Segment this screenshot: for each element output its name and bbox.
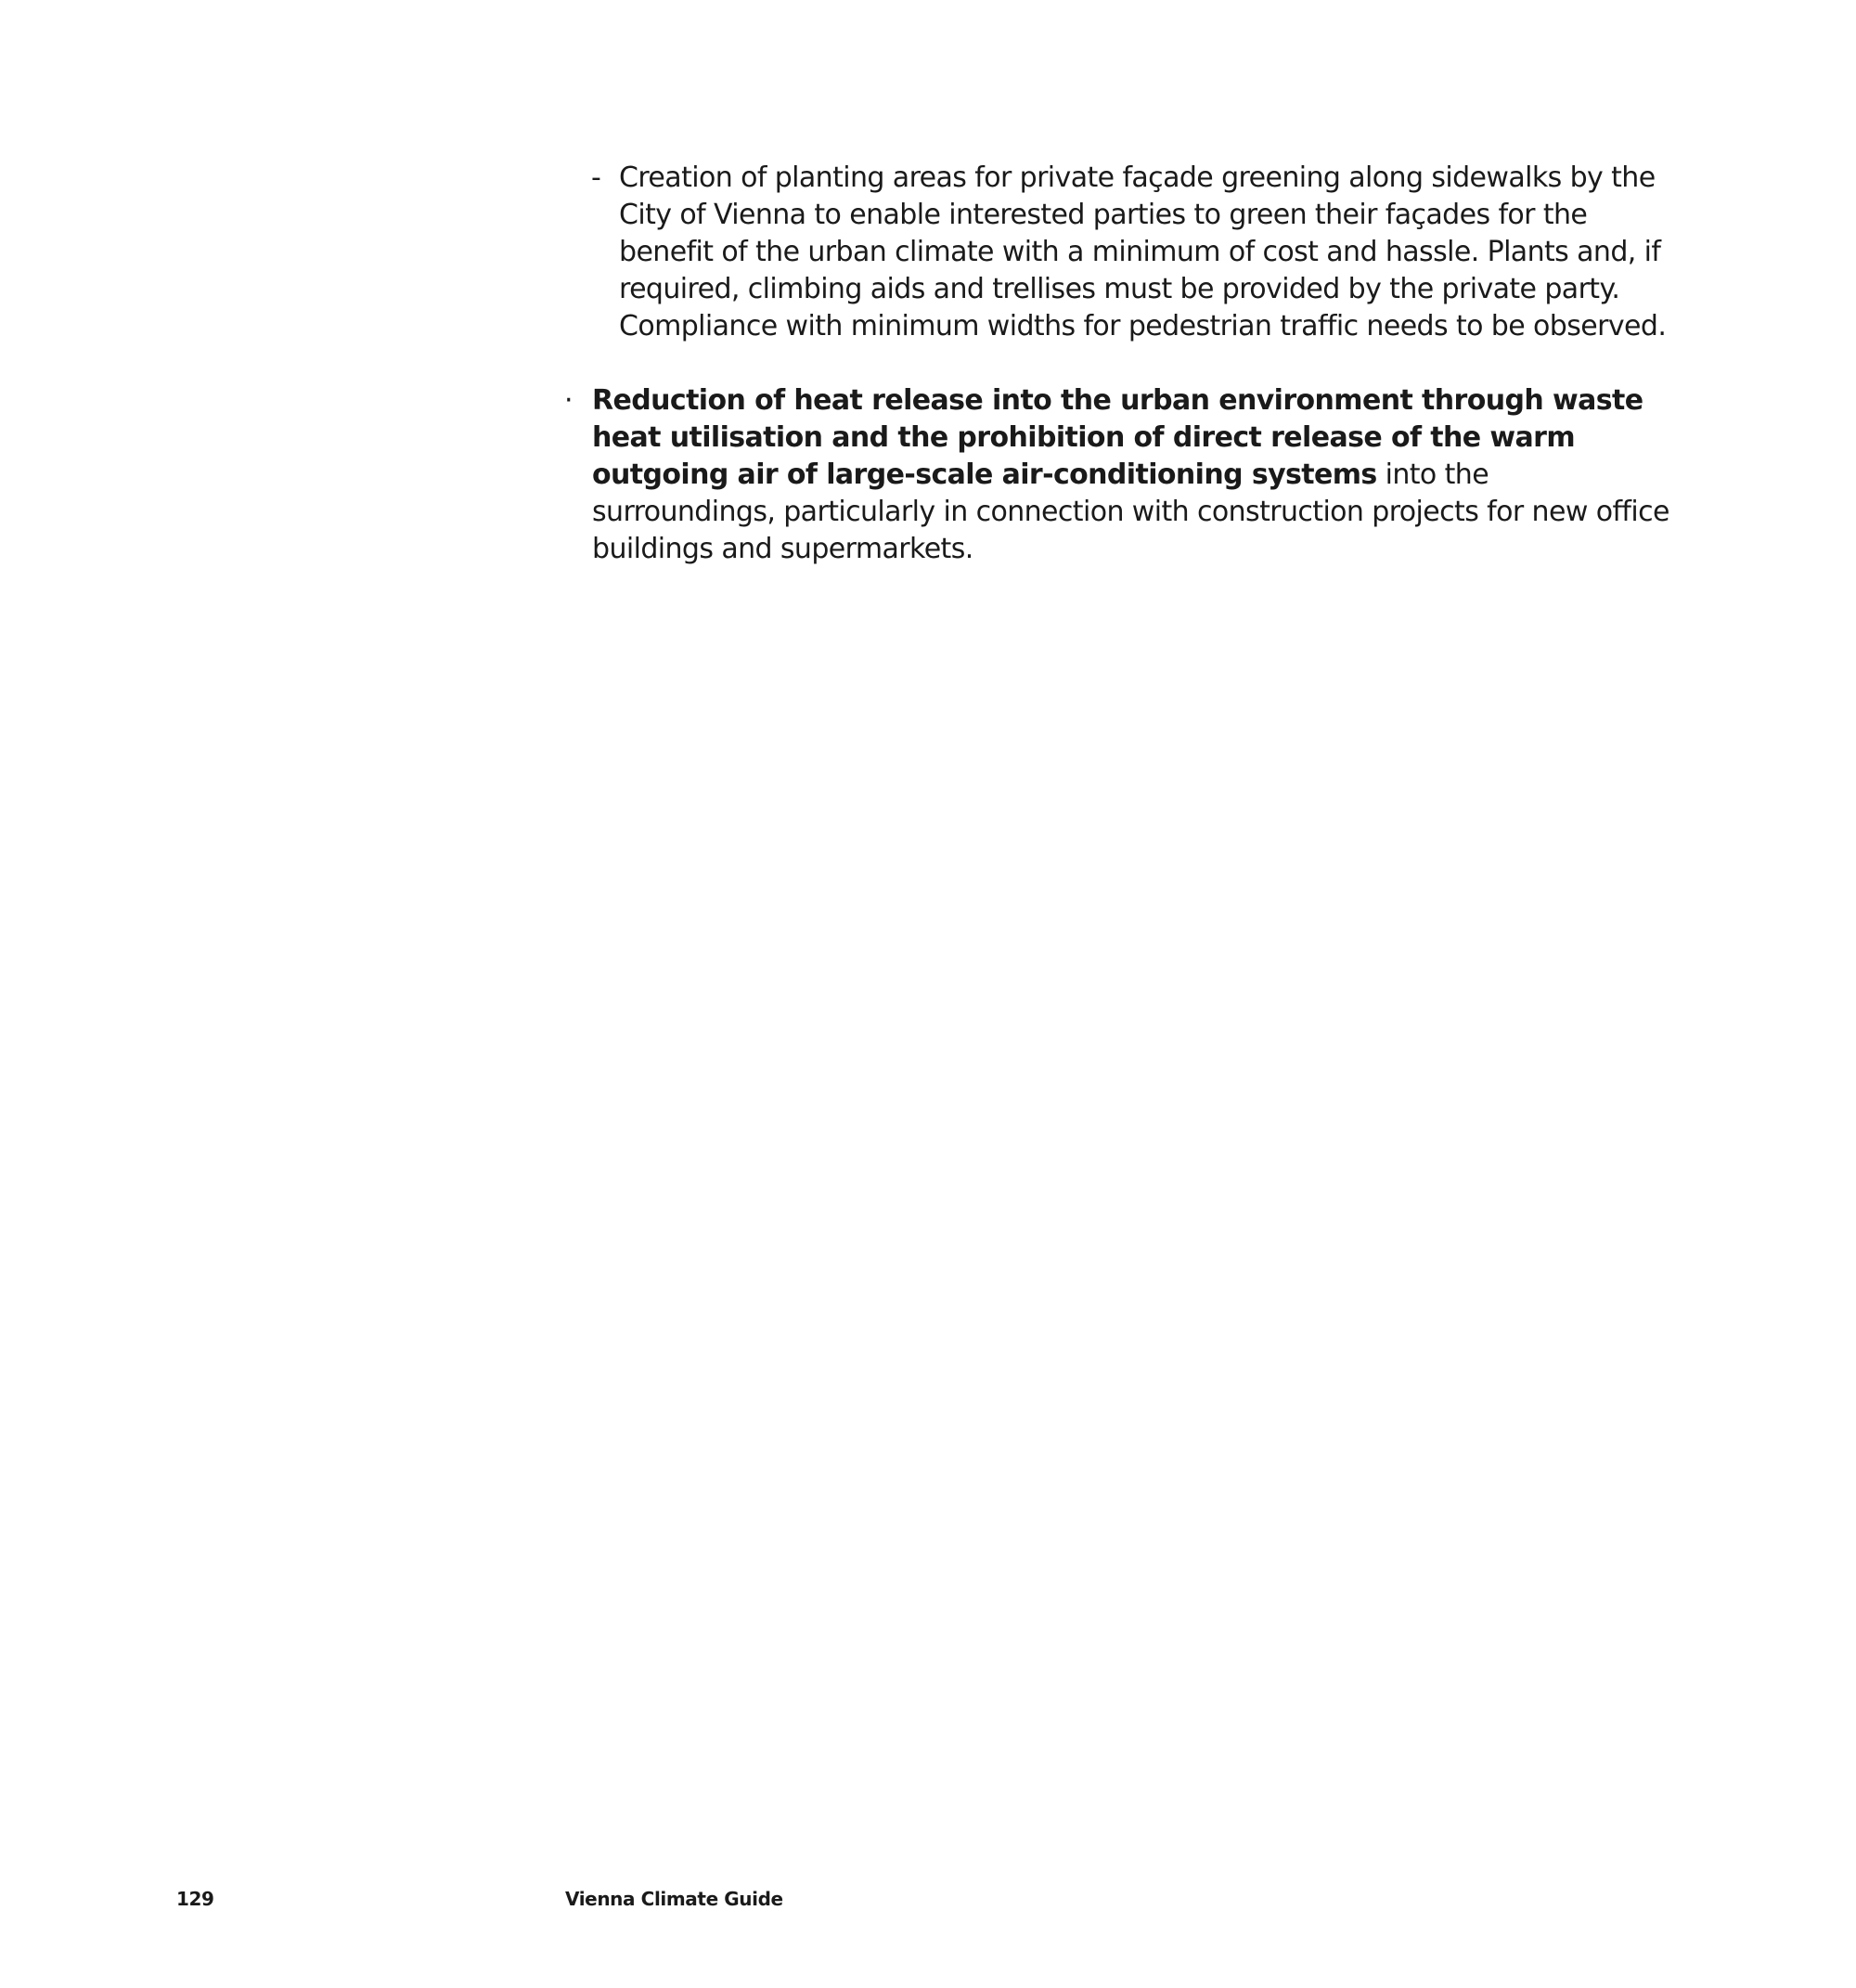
bullet-item-rest-text: into the surroundings, particularly in connection with construction projects for new office buildings and supermarkets. [592, 458, 1669, 565]
main-content [564, 160, 1678, 568]
bullet-item-bold-text: Reduction of heat release into the urban environment through waste heat utilisation and the prohibition of direct release of the warm outgoing air of large-scale air-conditioning systems [592, 384, 1643, 491]
dash-marker: - [591, 161, 601, 194]
document-title: Vienna Climate Guide [565, 1888, 783, 1910]
page-number: 129 [176, 1888, 214, 1910]
bullet-item-text [592, 382, 1678, 568]
sub-list-item-text: Creation of planting areas for private façade greening along sidewalks by the City of Vienna to enable interested parties to green their façades for the benefit of the urban climate with a minimum of cost and hassle. Plants and, if required, climbing aids and trellises must be provided by the private party. Compliance with minimum widths for pedestrian traffic needs to be observed. [619, 161, 1667, 342]
bullet-marker: · [564, 384, 573, 417]
sub-list-item [564, 160, 1678, 345]
bullet-list-item [564, 382, 1678, 568]
